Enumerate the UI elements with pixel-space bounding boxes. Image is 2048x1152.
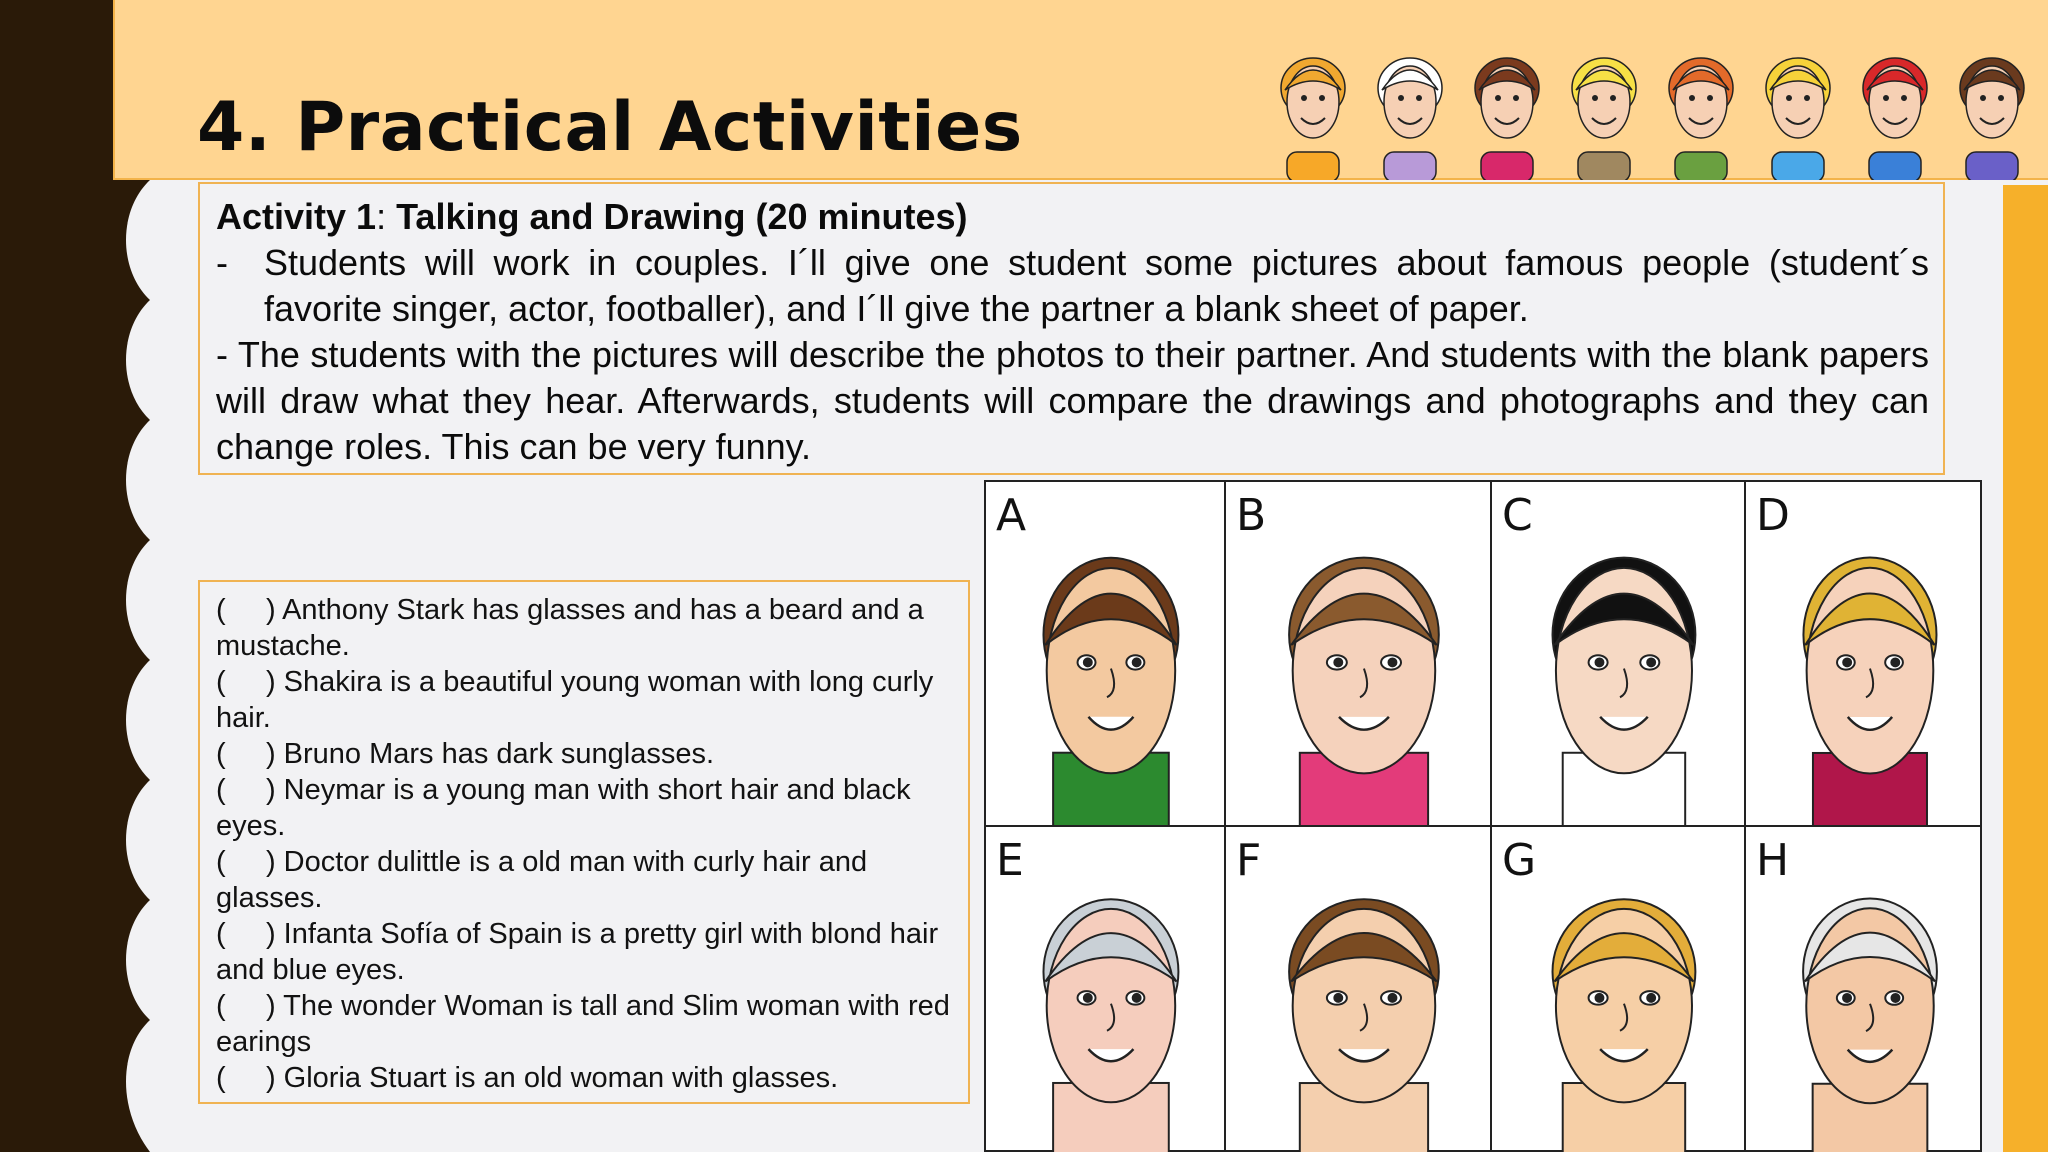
activity-name: Talking and Drawing (20 minutes) <box>396 196 968 237</box>
activity-label: Activity 1 <box>216 196 377 237</box>
answer-blank[interactable]: ( ) <box>216 846 276 878</box>
answer-blank[interactable]: ( ) <box>216 918 276 950</box>
face-cell-b[interactable] <box>1226 482 1492 827</box>
face-letter: A <box>996 490 1027 541</box>
face-cell-g[interactable] <box>1492 827 1746 1152</box>
statement-text: Gloria Stuart is an old woman with glasses. <box>283 1062 839 1094</box>
statement-item <box>216 772 958 844</box>
face-letter: C <box>1502 490 1533 541</box>
activity-heading <box>216 194 1929 240</box>
faces-grid <box>984 480 1982 1152</box>
face-letter: F <box>1236 835 1262 886</box>
statement-item <box>216 988 958 1060</box>
answer-blank[interactable]: ( ) <box>216 1062 276 1094</box>
face-cell-h[interactable] <box>1746 827 1982 1152</box>
statement-item <box>216 844 958 916</box>
statement-text: Bruno Mars has dark sunglasses. <box>283 738 715 770</box>
face-cell-e[interactable] <box>986 827 1226 1152</box>
face-cell-f[interactable] <box>1226 827 1492 1152</box>
answer-blank[interactable]: ( ) <box>216 594 276 626</box>
face-letter: H <box>1756 835 1790 886</box>
answer-blank[interactable]: ( ) <box>216 738 276 770</box>
statement-text: Shakira is a beautiful young woman with long curly hair. <box>216 666 934 734</box>
right-accent-strip <box>2003 185 2048 1152</box>
statement-item <box>216 664 958 736</box>
face-letter: G <box>1502 835 1537 886</box>
statement-item <box>216 1060 958 1096</box>
statement-item <box>216 916 958 988</box>
answer-blank[interactable]: ( ) <box>216 990 276 1022</box>
statement-text: The wonder Woman is tall and Slim woman with red earings <box>216 990 950 1058</box>
activity-description-box <box>198 182 1945 475</box>
slide-title: 4. Practical Activities <box>197 88 1023 167</box>
cartoon-kids-illustration <box>1275 40 2048 180</box>
face-letter: E <box>996 835 1024 886</box>
statement-text: Infanta Sofía of Spain is a pretty girl with blond hair and blue eyes. <box>216 918 939 986</box>
statement-text: Neymar is a young man with short hair and black eyes. <box>216 774 911 842</box>
face-cell-d[interactable] <box>1746 482 1982 827</box>
statement-text: Doctor dulittle is a old man with curly hair and glasses. <box>216 846 868 914</box>
bullet-text: Students will work in couples. I´ll give one student some pictures about famous people (student´s favorite singer, actor, footballer), and I´ll give the partner a blank sheet of paper. <box>264 242 1929 329</box>
activity-paragraph: - The students with the pictures will describe the photos to their partner. And students with the blank papers will draw what they hear. Afterwards, students will compare the drawings and photographs and they can change roles. This can be very funny. <box>216 334 1929 467</box>
face-cell-a[interactable] <box>986 482 1226 827</box>
face-letter: B <box>1236 490 1267 541</box>
answer-blank[interactable]: ( ) <box>216 774 276 806</box>
activity-colon: : <box>376 196 387 237</box>
slide-header <box>113 0 2048 180</box>
answer-blank[interactable]: ( ) <box>216 666 276 698</box>
face-cell-c[interactable] <box>1492 482 1746 827</box>
bullet-dash: - <box>216 242 228 283</box>
statement-item <box>216 592 958 664</box>
statement-item <box>216 736 958 772</box>
face-letter: D <box>1756 490 1790 541</box>
face-f-illustration <box>1226 827 1490 1152</box>
statements-box <box>198 580 970 1104</box>
activity-bullet <box>216 240 1929 332</box>
statement-text: Anthony Stark has glasses and has a beard and a mustache. <box>216 594 924 662</box>
